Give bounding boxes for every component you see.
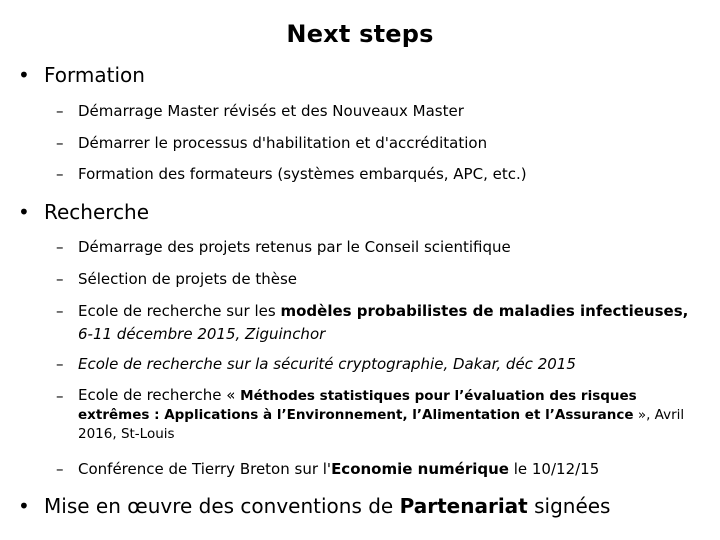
recherche-item-2 [56, 269, 706, 289]
recherche-item-3-italic: 6-11 décembre 2015, Ziguinchor [78, 325, 326, 343]
recherche-item-3-prefix: Ecole de recherche sur les [78, 302, 281, 320]
bullet-marker: • [18, 200, 30, 224]
bullet-recherche [18, 199, 149, 225]
recherche-item-6-prefix: Conférence de Tierry Breton sur l' [78, 460, 332, 478]
bullet-formation [18, 62, 145, 88]
recherche-item-6 [56, 459, 706, 479]
recherche-item-5-prefix: Ecole de recherche « [78, 386, 241, 404]
bullet-marker: • [18, 494, 30, 518]
formation-item-2 [56, 133, 706, 153]
bullet-formation-label: Formation [44, 63, 145, 87]
recherche-item-3 [56, 300, 706, 346]
recherche-item-5-suffix: », Avril 2016, St-Louis [78, 407, 685, 442]
recherche-item-3-bold: modèles probabilistes de maladies infectieuses, [280, 302, 689, 320]
dash-marker: – [56, 238, 64, 256]
mise-prefix: Mise en œuvre des conventions de [44, 494, 400, 518]
recherche-item-1-text: Démarrage des projets retenus par le Conseil scientifique [78, 238, 511, 256]
mise-bold: Partenariat [399, 494, 528, 518]
recherche-item-2-text: Sélection de projets de thèse [78, 270, 297, 288]
bullet-marker: • [18, 63, 30, 87]
dash-marker: – [56, 165, 64, 183]
recherche-item-5 [56, 386, 706, 444]
recherche-item-4 [56, 354, 706, 374]
dash-marker: – [56, 387, 64, 405]
dash-marker: – [56, 302, 64, 320]
recherche-item-6-bold: Economie numérique [331, 460, 509, 478]
dash-marker: – [56, 460, 64, 478]
dash-marker: – [56, 134, 64, 152]
formation-item-3 [56, 164, 706, 184]
recherche-item-1 [56, 237, 706, 257]
formation-item-2-text: Démarrer le processus d'habilitation et d'accréditation [78, 134, 488, 152]
formation-item-1 [56, 101, 706, 121]
dash-marker: – [56, 355, 64, 373]
recherche-item-5-bold: Méthodes statistiques pour l’évaluation des risques extrêmes : Applications à l’Environnement, l’Alimentation et l’Assurance [78, 388, 637, 423]
slide-title: Next steps [286, 20, 434, 48]
recherche-item-4-text: Ecole de recherche sur la sécurité cryptographie, Dakar, déc 2015 [78, 355, 576, 373]
dash-marker: – [56, 102, 64, 120]
mise-suffix: signées [527, 494, 611, 518]
bullet-mise-en-oeuvre [18, 493, 610, 519]
dash-marker: – [56, 270, 64, 288]
formation-item-3-text: Formation des formateurs (systèmes embarqués, APC, etc.) [78, 165, 527, 183]
recherche-item-6-suffix: le 10/12/15 [508, 460, 600, 478]
formation-item-1-text: Démarrage Master révisés et des Nouveaux Master [78, 102, 464, 120]
bullet-recherche-label: Recherche [44, 200, 150, 224]
